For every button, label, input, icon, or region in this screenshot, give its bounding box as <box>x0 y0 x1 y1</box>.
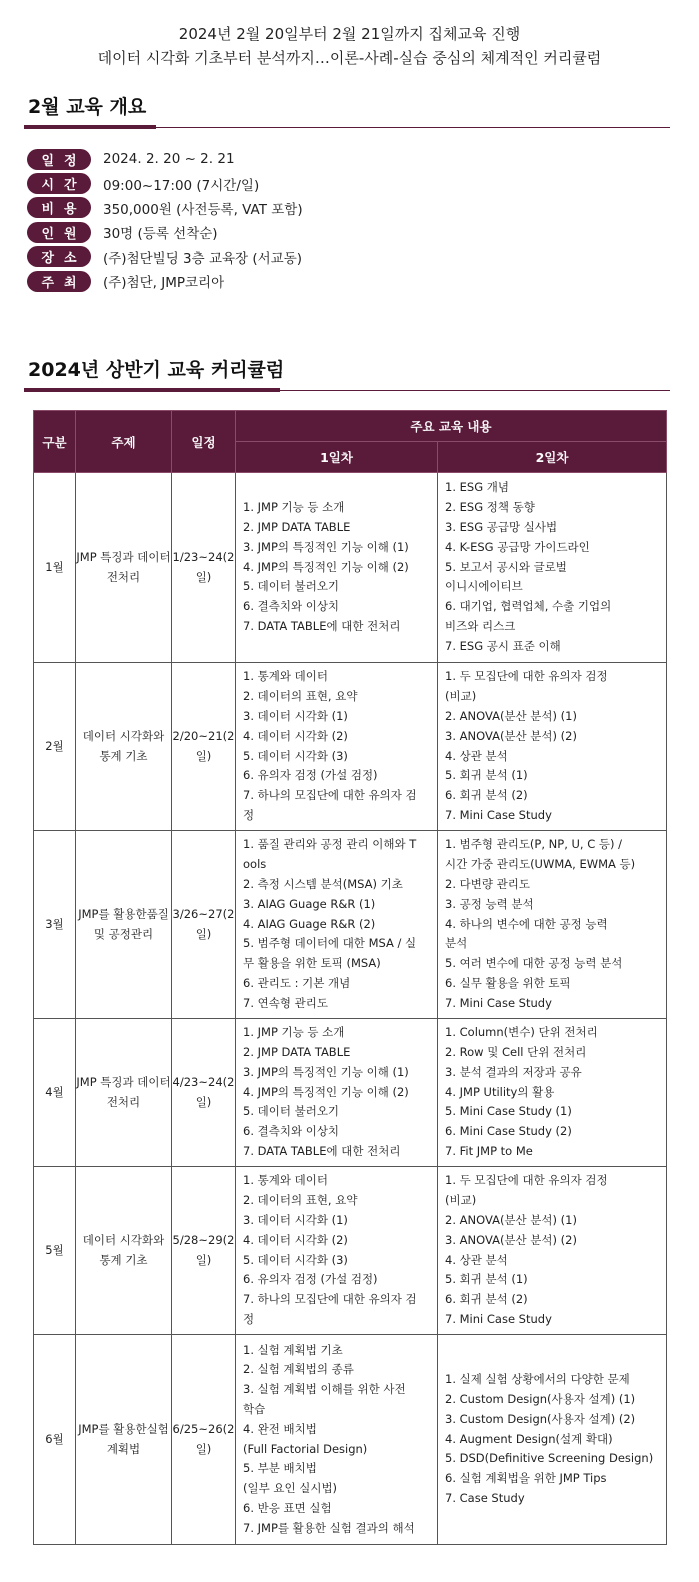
info-value: 30명 (등록 선착순) <box>103 226 218 243</box>
cell-line: 4. Augment Design(설계 확대) <box>445 1431 613 1446</box>
cell-line: (비교) <box>445 689 477 704</box>
cell-line: 2. JMP DATA TABLE <box>243 1045 351 1059</box>
cell-line: 2. 측정 시스템 분석(MSA) 기초 <box>243 877 403 891</box>
cell-day1 <box>236 473 438 663</box>
cell-line: 4. JMP의 특징적인 기능 이해 (2) <box>243 559 409 574</box>
cell-line: JMP 특징과 데 <box>76 1074 149 1089</box>
cell-line: 5. 여러 변수에 대한 공정 능력 분석 <box>445 956 623 971</box>
cell-line: 7. 연속형 관리도 <box>243 995 328 1010</box>
cell-line: 7. 하나의 모집단에 대한 유의자 검 <box>243 1292 417 1307</box>
cell-line: 5. 보고서 공시와 글로벌 <box>445 559 567 574</box>
curriculum-body <box>34 473 667 1545</box>
cell-line: (비교) <box>445 1193 477 1208</box>
cell-schedule <box>172 1019 236 1167</box>
cell-line: 정 <box>243 1311 255 1326</box>
cell-line: 6. 결측치와 이상치 <box>243 1124 340 1139</box>
cell-line: 5. Mini Case Study (1) <box>445 1104 572 1119</box>
cell-line: 6. 유의자 검정 (가설 검정) <box>243 768 378 783</box>
info-row-capacity <box>27 220 303 244</box>
cell-line: 4. 하나의 변수에 대한 공정 능력 <box>445 916 608 931</box>
header-day1: 1일차 <box>236 442 438 473</box>
cell-line: (2일) <box>195 1421 235 1456</box>
cell-line: 1. 품질 관리와 공정 관리 이해와 T <box>243 837 417 852</box>
cell-line: (일부 요인 실시법) <box>243 1481 338 1496</box>
cell-line: 2. ESG 정책 동향 <box>445 500 535 515</box>
cell-schedule <box>172 831 236 1019</box>
cell-line: 6. 결측치와 이상치 <box>243 599 340 614</box>
cell-line: 1/23~24 <box>172 549 223 564</box>
cell-line: 3. 실험 계획법 이해를 위한 사전 <box>243 1382 406 1397</box>
cell-line: 4. JMP Utility의 활용 <box>445 1084 555 1099</box>
cell-line: 이터 전처리 <box>106 549 171 584</box>
cell-line: JMP를 활용한 <box>78 1421 147 1436</box>
cell-line: 7. JMP를 활용한 실험 결과의 해석 <box>243 1520 415 1535</box>
table-row <box>34 831 667 1019</box>
cell-line: 이니시에이티브 <box>445 579 523 594</box>
cell-line: 2/20~21 <box>172 728 223 743</box>
cell-line: JMP 특징과 데 <box>76 549 149 564</box>
info-badge: 일정 <box>27 149 91 170</box>
cell-line: 7. DATA TABLE에 대한 전처리 <box>243 1143 401 1158</box>
cell-line: 1. 두 모집단에 대한 유의자 검정 <box>445 669 608 684</box>
cell-line: 7. DATA TABLE에 대한 전처리 <box>243 618 401 633</box>
cell-line: 5/28~29 <box>172 1232 223 1247</box>
cell-line: (2일) <box>195 728 235 763</box>
cell-line: 5. 회귀 분석 (1) <box>445 1272 528 1287</box>
cell-line: 2. 데이터의 표현, 요약 <box>243 1193 358 1208</box>
cell-line: 4. 완전 배치법 <box>243 1421 317 1436</box>
cell-line: 이터 전처리 <box>106 1074 171 1109</box>
cell-line: 1. 통계와 데이터 <box>243 669 328 684</box>
cell-line: 7. Mini Case Study <box>445 807 552 822</box>
cell-line: 7. 하나의 모집단에 대한 유의자 검 <box>243 788 417 803</box>
cell-line: 품질 및 공정 <box>93 906 169 941</box>
cell-line: 6/25~26 <box>172 1421 223 1436</box>
cell-line: (2일) <box>195 1232 235 1267</box>
info-badge: 장소 <box>27 246 91 267</box>
info-value: 350,000원 (사전등록, VAT 포함) <box>103 201 303 218</box>
cell-line: 4. 데이터 시각화 (2) <box>243 1232 348 1247</box>
cell-topic <box>76 831 172 1019</box>
cell-line: 6. 실무 활용을 위한 토픽 <box>445 975 571 990</box>
cell-day1 <box>236 663 438 831</box>
cell-line: 실험계획법 <box>106 1421 169 1456</box>
info-row-schedule <box>27 147 303 171</box>
cell-line: 6. 회귀 분석 (2) <box>445 1292 528 1307</box>
cell-line: 3. 공정 능력 분석 <box>445 896 534 911</box>
cell-line: 5. 데이터 불러오기 <box>243 1104 340 1119</box>
cell-schedule <box>172 1167 236 1335</box>
cell-line: 3. ANOVA(분산 분석) (2) <box>445 1232 577 1247</box>
cell-line: 4. 상관 분석 <box>445 748 508 763</box>
cell-topic <box>76 1335 172 1545</box>
info-row-host <box>27 269 303 293</box>
cell-line: 와 통계 기초 <box>99 728 165 763</box>
cell-line: 5. DSD(Definitive Screening Design) <box>445 1451 654 1466</box>
cell-line: (2일) <box>195 1074 235 1109</box>
cell-line: 2. 데이터의 표현, 요약 <box>243 689 358 704</box>
cell-line: 7. ESG 공시 표준 이해 <box>445 638 561 653</box>
cell-month: 6월 <box>34 1335 76 1545</box>
cell-line: 2. ANOVA(분산 분석) (1) <box>445 1212 577 1227</box>
cell-line: 7. Fit JMP to Me <box>445 1143 533 1158</box>
info-badge: 시간 <box>27 173 91 194</box>
cell-line: (Full Factorial Design) <box>243 1441 368 1456</box>
cell-day1 <box>236 1019 438 1167</box>
cell-topic <box>76 663 172 831</box>
cell-line: 3. JMP의 특징적인 기능 이해 (1) <box>243 1064 409 1079</box>
header-main-content: 주요 교육 내용 <box>236 411 667 442</box>
cell-line: 4/23~24 <box>172 1074 223 1089</box>
cell-line: 분석 <box>445 936 468 951</box>
info-badge: 비용 <box>27 197 91 218</box>
overview-info-list <box>27 147 303 293</box>
cell-line: 3. ESG 공급망 실사법 <box>445 520 558 534</box>
cell-day2 <box>438 473 667 663</box>
info-badge: 주최 <box>27 271 91 292</box>
cell-line: 4. 데이터 시각화 (2) <box>243 728 348 743</box>
cell-line: 4. JMP의 특징적인 기능 이해 (2) <box>243 1084 409 1099</box>
cell-line: 6. Mini Case Study (2) <box>445 1124 572 1139</box>
cell-line: 학습 <box>243 1401 266 1416</box>
cell-line: 데이터 시각화 <box>82 1232 154 1247</box>
cell-line: 6. 관리도 : 기본 개념 <box>243 975 351 990</box>
cell-day1 <box>236 831 438 1019</box>
overview-title: 2월 교육 개요 <box>28 96 147 118</box>
cell-line: 5. 데이터 시각화 (3) <box>243 748 348 763</box>
cell-topic <box>76 1167 172 1335</box>
cell-line: 6. 대기업, 협력업체, 수출 기업의 <box>445 599 612 614</box>
cell-line: 2. Custom Design(사용자 설계) (1) <box>445 1392 636 1406</box>
cell-line: 4. 상관 분석 <box>445 1252 508 1267</box>
cell-month: 2월 <box>34 663 76 831</box>
cell-line: 5. 데이터 시각화 (3) <box>243 1252 348 1267</box>
cell-line: 7. Mini Case Study <box>445 1311 552 1326</box>
table-row <box>34 663 667 831</box>
cell-line: 5. 범주형 데이터에 대한 MSA / 실 <box>243 936 417 951</box>
cell-line: 관리 <box>130 926 154 941</box>
cell-month: 1월 <box>34 473 76 663</box>
cell-line: 7. Case Study <box>445 1490 525 1505</box>
info-row-location <box>27 245 303 269</box>
info-row-cost <box>27 196 303 220</box>
cell-line: 비즈와 리스크 <box>445 618 516 633</box>
info-value: 09:00~17:00 (7시간/일) <box>103 177 260 194</box>
cell-line: 2. Row 및 Cell 단위 전처리 <box>445 1045 587 1059</box>
cell-line: 3. JMP의 특징적인 기능 이해 (1) <box>243 539 409 554</box>
cell-line: 5. 부분 배치법 <box>243 1461 317 1476</box>
cell-line: 3. ANOVA(분산 분석) (2) <box>445 728 577 743</box>
info-value: (주)첨단, JMP코리아 <box>103 275 225 292</box>
cell-schedule <box>172 1335 236 1545</box>
intro-line-2: 데이터 시각화 기초부터 분석까지…이론-사례-실습 중심의 체계적인 커리큘럼 <box>97 49 602 67</box>
cell-line: 정 <box>243 807 255 822</box>
table-row <box>34 1019 667 1167</box>
cell-month: 4월 <box>34 1019 76 1167</box>
cell-schedule <box>172 663 236 831</box>
header-day2: 2일차 <box>438 442 667 473</box>
cell-line: 1. JMP 기능 등 소개 <box>243 1025 345 1040</box>
curriculum-table <box>33 410 667 1545</box>
info-value: (주)첨단빌딩 3층 교육장 (서교동) <box>103 250 303 267</box>
table-row <box>34 473 667 663</box>
header-topic: 주제 <box>76 411 172 473</box>
curriculum-title-underline <box>24 390 670 391</box>
cell-month: 3월 <box>34 831 76 1019</box>
cell-day2 <box>438 663 667 831</box>
cell-line: 1. 통계와 데이터 <box>243 1173 328 1188</box>
cell-line: 6. 실험 계획법을 위한 JMP Tips <box>445 1471 607 1486</box>
cell-line: 6. 반응 표면 실험 <box>243 1500 332 1515</box>
cell-line: 1. Column(변수) 단위 전처리 <box>445 1025 598 1040</box>
cell-line: 7. Mini Case Study <box>445 995 552 1010</box>
cell-line: 5. 회귀 분석 (1) <box>445 768 528 783</box>
cell-line: 2. JMP DATA TABLE <box>243 520 351 534</box>
cell-line: 5. 데이터 불러오기 <box>243 579 340 594</box>
cell-line: 2. 다변량 관리도 <box>445 877 530 891</box>
cell-line: 4. K-ESG 공급망 가이드라인 <box>445 539 590 554</box>
cell-line: 3. 데이터 시각화 (1) <box>243 1212 348 1227</box>
cell-line: 1. 두 모집단에 대한 유의자 검정 <box>445 1173 608 1188</box>
cell-line: 무 활용을 위한 토픽 (MSA) <box>243 956 381 971</box>
cell-line: 3/26~27 <box>172 906 223 921</box>
cell-line: 3. 분석 결과의 저장과 공유 <box>445 1064 582 1079</box>
info-row-time <box>27 171 303 195</box>
cell-day2 <box>438 1019 667 1167</box>
cell-day2 <box>438 1167 667 1335</box>
cell-line: 와 통계 기초 <box>99 1232 165 1267</box>
table-row <box>34 1335 667 1545</box>
cell-line: 4. AIAG Guage R&R (2) <box>243 916 376 931</box>
cell-line: (2일) <box>195 906 235 941</box>
intro-line-1: 2024년 2월 20일부터 2월 21일까지 집체교육 진행 <box>178 25 521 43</box>
curriculum-title: 2024년 상반기 교육 커리큘럼 <box>28 359 285 381</box>
cell-line: 3. Custom Design(사용자 설계) (2) <box>445 1411 636 1426</box>
cell-topic <box>76 1019 172 1167</box>
header-category: 구분 <box>34 411 76 473</box>
overview-title-underline <box>24 127 670 128</box>
cell-line: JMP를 활용한 <box>78 906 147 921</box>
cell-line: ools <box>243 857 267 872</box>
cell-day2 <box>438 1335 667 1545</box>
cell-line: 2. 실험 계획법의 종류 <box>243 1362 354 1377</box>
cell-line: 1. JMP 기능 등 소개 <box>243 500 345 515</box>
cell-line: 3. AIAG Guage R&R (1) <box>243 896 376 911</box>
info-badge: 인원 <box>27 222 91 243</box>
cell-day1 <box>236 1167 438 1335</box>
cell-line: 3. 데이터 시각화 (1) <box>243 708 348 723</box>
info-value: 2024. 2. 20 ~ 2. 21 <box>103 151 235 168</box>
cell-line: 데이터 시각화 <box>82 728 154 743</box>
cell-line: 1. 범주형 관리도(P, NP, U, C 등) / <box>445 837 623 852</box>
cell-line: 시간 가중 관리도(UWMA, EWMA 등) <box>445 857 636 872</box>
cell-day1 <box>236 1335 438 1545</box>
cell-month: 5월 <box>34 1167 76 1335</box>
cell-line: 1. ESG 개념 <box>445 480 509 495</box>
table-row <box>34 1167 667 1335</box>
cell-line: (2일) <box>195 549 235 584</box>
cell-line: 6. 유의자 검정 (가설 검정) <box>243 1272 378 1287</box>
cell-line: 2. ANOVA(분산 분석) (1) <box>445 708 577 723</box>
header-schedule: 일정 <box>172 411 236 473</box>
cell-line: 6. 회귀 분석 (2) <box>445 788 528 803</box>
intro <box>0 22 699 70</box>
cell-line: 1. 실제 실험 상황에서의 다양한 문제 <box>445 1372 630 1387</box>
cell-schedule <box>172 473 236 663</box>
cell-line: 1. 실험 계획법 기초 <box>243 1342 343 1357</box>
cell-day2 <box>438 831 667 1019</box>
cell-topic <box>76 473 172 663</box>
